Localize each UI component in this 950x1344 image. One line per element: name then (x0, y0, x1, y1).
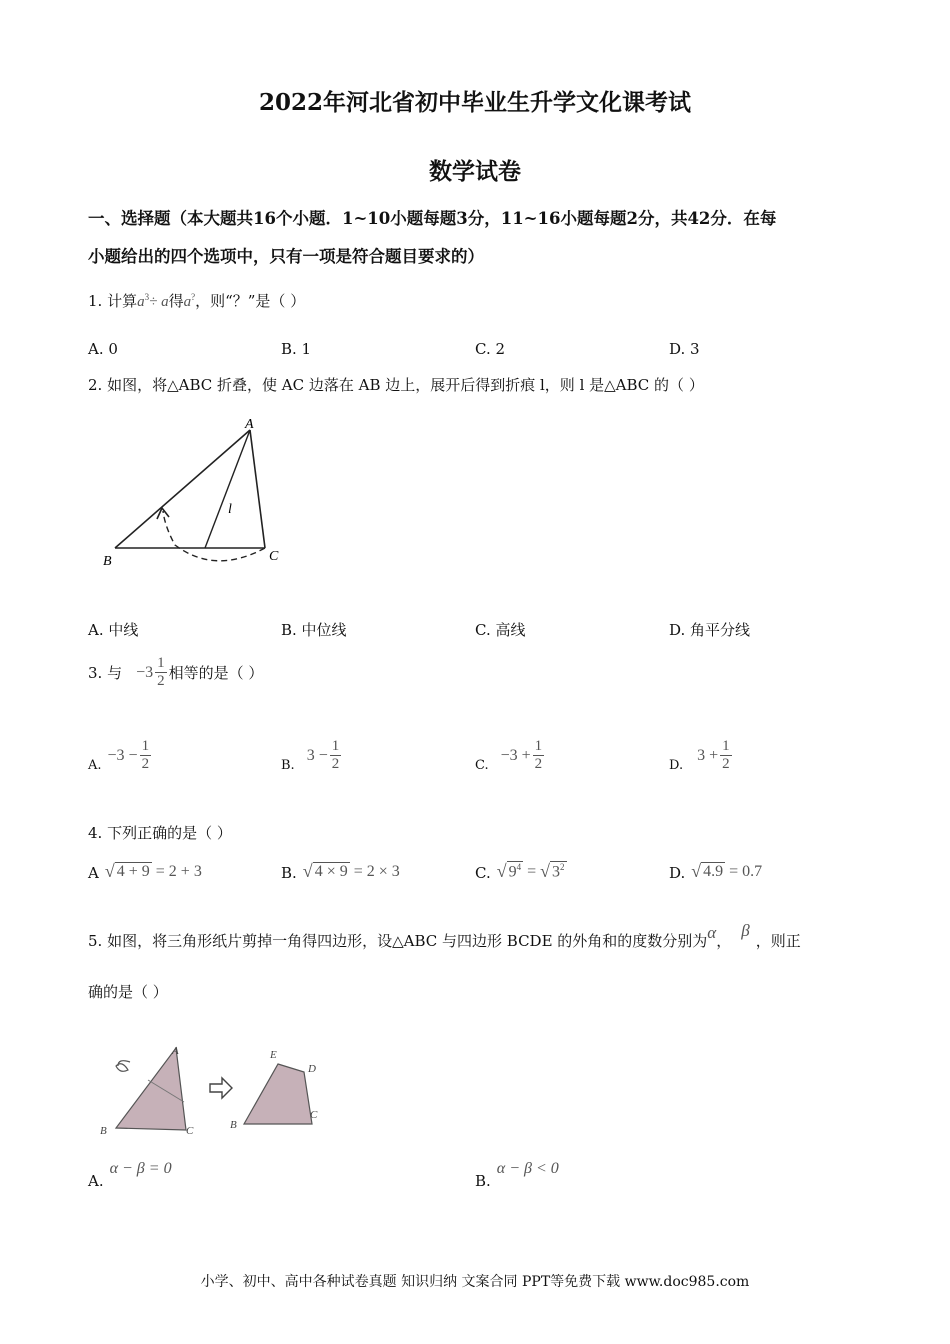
q4-option-d: D. √ 4.9 = 0.7 (669, 861, 763, 882)
q3-option-c-den: 2 (534, 756, 543, 772)
q4-option-d-radicand: 4.9 (703, 863, 724, 880)
q3-option-c-num: 1 (534, 738, 543, 754)
q3-option-a-expr: −3 − (107, 746, 138, 764)
q1-option-b: B. 1 (281, 340, 312, 358)
q5-label-c: C (186, 1125, 194, 1137)
page-footer: 小学、初中、高中各种试卷真题 知识归纳 文案合同 PPT等免费下载 www.doc985.com (200, 1274, 750, 1290)
q5-option-b-expr: α − β < 0 (496, 1160, 559, 1177)
q1-option-c: C. 2 (475, 340, 506, 358)
question-3 (88, 655, 263, 690)
section-header-line1: 一、选择题（本大题共16个小题．1~10小题每题3分，11~16小题每题2分，共42分．在每 (88, 209, 777, 228)
q3-option-c-label: C. (475, 758, 489, 773)
q4-option-a-rest: = 2 + 3 (155, 862, 202, 880)
question-2: 2. 如图，将△ABC 折叠，使 AC 边落在 AB 边上，展开后得到折痕 l，则 l 是△ABC 的（ ） (88, 376, 704, 394)
q4-option-b: B. √ 4 × 9 = 2 × 3 (281, 861, 400, 882)
question-5-line1 (88, 921, 801, 951)
question-5-line2: 确的是（ ） (88, 983, 168, 1001)
q5-cut-triangle-figure (98, 1040, 328, 1138)
q5-text: 5. 如图，将三角形纸片剪掉一角得四边形，设△ABC 与四边形 BCDE 的外角和的度数分别为 (88, 932, 708, 950)
q5-option-b-label: B. (475, 1172, 491, 1190)
q3-option-b-label: B. (281, 758, 295, 773)
q4-option-b-radicand: 4 × 9 (314, 863, 348, 880)
q2-option-b: B. 中位线 (281, 621, 347, 639)
q3-option-a-num: 1 (141, 738, 150, 754)
q4-option-c-label: C. (475, 864, 491, 882)
q3-option-d (669, 738, 734, 773)
q3-numerator: 1 (157, 655, 165, 671)
section-header-line2: 小题给出的四个选项中，只有一项是符合题目要求的） (88, 247, 484, 266)
exam-subtitle: 数学试卷 (429, 158, 521, 185)
q4-option-b-label: B. (281, 864, 297, 882)
q3-option-b-expr: 3 − (306, 746, 328, 764)
q3-option-d-num: 1 (722, 738, 730, 754)
q4-option-c-radicand: 9 (508, 863, 517, 881)
q5-option-a-expr: α − β = 0 (109, 1160, 172, 1177)
q5-beta: β (741, 921, 750, 940)
q3-whole: −3 (136, 663, 154, 681)
q3-option-d-den: 2 (722, 756, 730, 772)
q5-label-d: D (308, 1063, 316, 1075)
q5-label-e: E (270, 1049, 277, 1061)
q1-result-exponent: ? (191, 292, 196, 302)
q3-option-b-num: 1 (331, 738, 340, 754)
q3-option-d-expr: 3 + (697, 746, 719, 764)
scissors-icon (116, 1061, 130, 1072)
q4-option-b-rest: = 2 × 3 (353, 862, 400, 880)
question-1 (88, 290, 305, 311)
question-4: 4. 下列正确的是（ ） (88, 824, 232, 842)
q1-mid: 得 (168, 292, 184, 310)
q5-label-b: B (100, 1125, 107, 1137)
q1-option-a: A. 0 (88, 340, 118, 358)
q5-option-b (475, 1160, 559, 1190)
q4-option-a-label: A (88, 864, 99, 882)
q4-option-a-radicand: 4 + 9 (116, 863, 150, 880)
q3-option-a-label: A. (88, 758, 102, 773)
arrow-right-icon (210, 1078, 232, 1098)
q5-label-b2: B (230, 1119, 237, 1131)
q1-expr-divide: ÷ a (149, 294, 169, 310)
q2-label-a: A (245, 417, 254, 432)
q5-option-a-label: A. (88, 1172, 104, 1190)
q3-option-a-den: 2 (141, 756, 150, 772)
q1-prefix: 1. 计算 (88, 292, 138, 310)
q4-option-c: C. √ $9^4$ = √ $3^2$ (475, 861, 565, 882)
q5-label-c2: C (310, 1109, 318, 1121)
q1-option-d: D. 3 (669, 340, 700, 358)
q4-option-d-label: D. (669, 864, 686, 882)
q3-option-c-expr: −3 + (500, 746, 531, 764)
q2-label-c: C (269, 549, 279, 564)
q4-option-c-equals: = (527, 862, 537, 880)
q4-option-a: A √ 4 + 9 = 2 + 3 (88, 861, 202, 882)
q2-option-a: A. 中线 (88, 621, 139, 639)
q2-option-d: D. 角平分线 (669, 621, 751, 639)
q3-suffix: 相等的是（ ） (168, 664, 264, 682)
q3-option-b-den: 2 (331, 756, 340, 772)
q5-option-a (88, 1160, 172, 1190)
q2-option-c: C. 高线 (475, 621, 526, 639)
q3-option-a (88, 738, 153, 773)
q5-alpha: α (707, 923, 717, 942)
q4-option-c-exp: 4 (516, 862, 522, 873)
q5-comma: ， (716, 932, 732, 950)
q3-option-c (475, 738, 546, 773)
q2-label-b: B (103, 554, 112, 569)
q3-option-d-label: D. (669, 758, 684, 773)
q4-option-c-exp2: 2 (560, 862, 565, 873)
q4-option-d-rest: = 0.7 (729, 862, 763, 880)
q3-option-b (281, 738, 343, 773)
q2-label-l: l (228, 502, 232, 517)
q1-expr-exponent: 3 (144, 292, 150, 302)
q3-denominator: 2 (157, 673, 165, 689)
exam-title: 2022年河北省初中毕业生升学文化课考试 (258, 89, 691, 116)
q5-label-a: A (172, 1045, 179, 1057)
q3-prefix: 3. 与 (88, 664, 123, 682)
q3-mixed-number (136, 655, 169, 690)
q2-triangle-figure (95, 415, 295, 575)
q1-expr-base: a (137, 294, 145, 310)
q1-suffix: ，则“？”是（ ） (195, 292, 306, 310)
q5-tail: ，则正 (755, 932, 801, 950)
q4-option-c-radicand2: 3 (552, 863, 561, 881)
q1-result-base: a (183, 294, 192, 310)
